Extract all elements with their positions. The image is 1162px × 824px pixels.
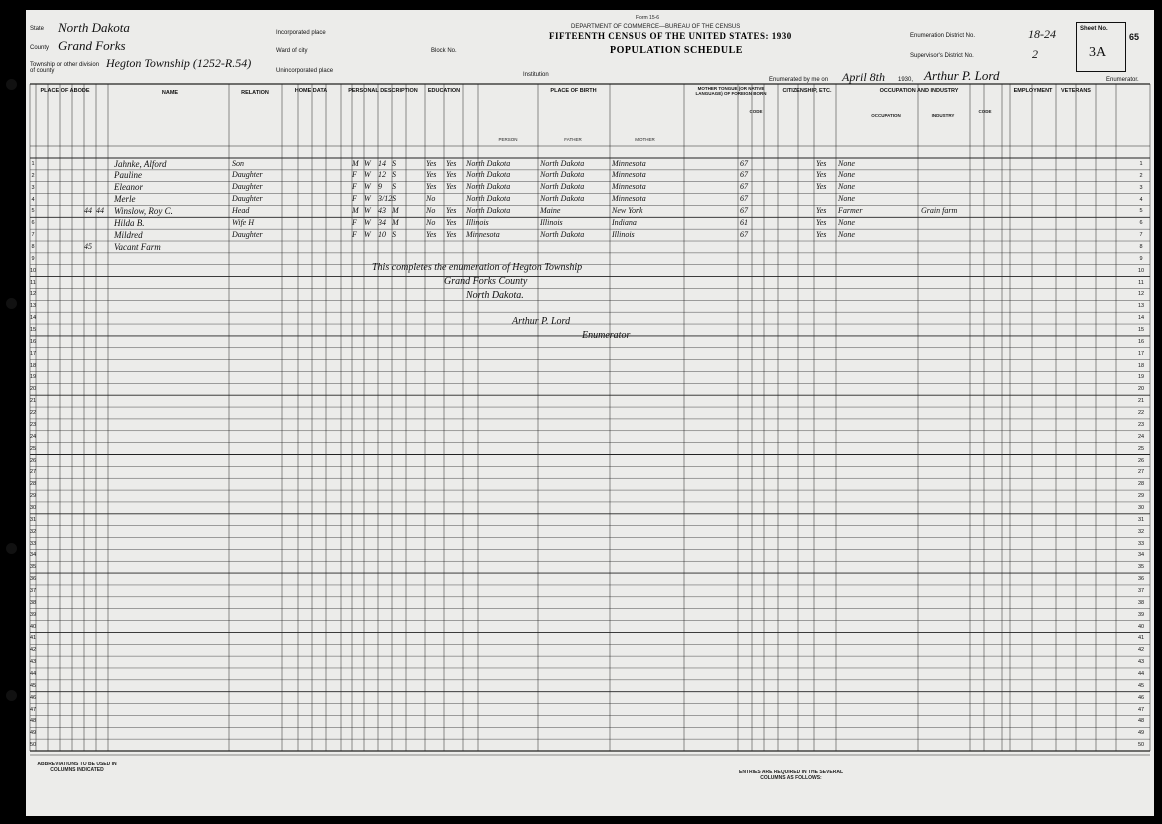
marital-cell: M bbox=[392, 217, 399, 227]
row-number: 3 bbox=[31, 184, 35, 191]
row-number: 12 bbox=[30, 291, 37, 298]
county-value: Grand Forks bbox=[58, 38, 126, 53]
row-number: 32 bbox=[1137, 528, 1145, 535]
row-number: 29 bbox=[1137, 493, 1145, 500]
school-cell: Yes bbox=[426, 182, 437, 192]
row-number: 26 bbox=[30, 457, 37, 464]
row-number: 38 bbox=[30, 599, 37, 606]
row-number: 5 bbox=[31, 208, 35, 215]
row-number: 15 bbox=[30, 327, 37, 334]
age-cell: 12 bbox=[378, 170, 386, 180]
read-cell: Yes bbox=[446, 229, 457, 239]
row-number: 41 bbox=[1137, 635, 1145, 642]
row-number: 30 bbox=[30, 504, 37, 511]
subhead-mother: MOTHER bbox=[635, 138, 655, 142]
row-number: 16 bbox=[1137, 338, 1145, 345]
enum-district-label: Enumeration District No. bbox=[910, 33, 976, 39]
father-birthplace-cell: Maine bbox=[540, 205, 561, 215]
township-value: Hegton Township (1252-R.54) bbox=[106, 56, 252, 70]
relation-cell: Daughter bbox=[232, 182, 263, 192]
school-cell: Yes bbox=[426, 170, 437, 180]
row-number: 19 bbox=[1137, 374, 1145, 381]
row-number: 5 bbox=[1139, 208, 1143, 215]
occupation-cell: None bbox=[838, 170, 855, 180]
row-number: 2 bbox=[31, 172, 35, 179]
industry-cell: Grain farm bbox=[921, 205, 958, 215]
person-birthplace-cell: North Dakota bbox=[466, 182, 511, 192]
name-cell: Pauline bbox=[114, 170, 142, 181]
department: DEPARTMENT OF COMMERCE—BUREAU OF THE CENSUS bbox=[571, 24, 741, 30]
marital-cell: S bbox=[392, 182, 396, 192]
row-number: 7 bbox=[31, 232, 35, 239]
read-cell: Yes bbox=[446, 158, 457, 168]
father-birthplace-cell: North Dakota bbox=[540, 170, 585, 180]
punch-hole bbox=[6, 298, 17, 309]
english-cell: Yes bbox=[816, 158, 827, 168]
row-number: 21 bbox=[30, 398, 37, 405]
form-number: Form 15-6 bbox=[636, 15, 660, 21]
row-number: 31 bbox=[30, 516, 37, 523]
mother-birthplace-cell: New York bbox=[612, 205, 643, 215]
occupation-cell: None bbox=[838, 217, 855, 227]
row-number: 33 bbox=[30, 540, 37, 547]
subhead-code: CODE bbox=[978, 110, 992, 114]
row-number: 17 bbox=[1137, 350, 1145, 357]
tongue-code-cell: 61 bbox=[740, 217, 748, 227]
row-number: 26 bbox=[1137, 457, 1145, 464]
group-tongue: MOTHER TONGUE (OR NATIVE LANGUAGE) OF FOREIGN BORN bbox=[695, 86, 767, 96]
marital-cell: M bbox=[392, 205, 399, 215]
row-number: 30 bbox=[1137, 504, 1145, 511]
relation-cell: Daughter bbox=[232, 229, 263, 239]
mother-birthplace-cell: Indiana bbox=[612, 217, 637, 227]
row-number: 27 bbox=[30, 469, 37, 476]
row-number: 44 bbox=[30, 670, 37, 677]
enumerated-label: Enumerated by me on bbox=[769, 77, 829, 83]
group-abode: PLACE OF ABODE bbox=[40, 88, 90, 94]
race-cell: W bbox=[364, 194, 371, 204]
race-cell: W bbox=[364, 229, 371, 239]
corner-number: 65 bbox=[1129, 32, 1140, 42]
father-birthplace-cell: Illinois bbox=[540, 217, 563, 227]
row-number: 48 bbox=[30, 718, 37, 725]
row-number: 14 bbox=[1137, 315, 1145, 322]
row-number: 37 bbox=[1137, 587, 1145, 594]
row-number: 11 bbox=[1138, 279, 1144, 286]
enumerated-date: April 8th bbox=[842, 70, 886, 84]
relation-cell: Head bbox=[232, 205, 250, 215]
tongue-code-cell: 67 bbox=[740, 158, 748, 168]
mother-birthplace-cell: Illinois bbox=[612, 229, 635, 239]
mother-birthplace-cell: Minnesota bbox=[612, 182, 646, 192]
english-cell: Yes bbox=[816, 217, 827, 227]
row-number: 42 bbox=[30, 647, 37, 654]
school-cell: No bbox=[426, 205, 436, 215]
row-number: 24 bbox=[1137, 433, 1145, 440]
row-number: 23 bbox=[30, 421, 37, 428]
state-label: State bbox=[30, 26, 45, 32]
row-number: 41 bbox=[30, 635, 37, 642]
name-cell: Eleanor bbox=[114, 182, 143, 193]
occupation-cell: None bbox=[838, 194, 855, 204]
row-number: 40 bbox=[1137, 623, 1145, 630]
row-number: 34 bbox=[30, 552, 37, 559]
name-cell: Merle bbox=[114, 194, 136, 205]
row-number: 39 bbox=[1137, 611, 1145, 618]
row-number: 23 bbox=[1137, 421, 1145, 428]
row-number: 38 bbox=[1137, 599, 1145, 606]
row-number: 28 bbox=[30, 481, 37, 488]
row-number: 50 bbox=[1137, 742, 1145, 749]
sex-cell: M bbox=[352, 158, 359, 168]
row-number: 35 bbox=[30, 564, 37, 571]
school-cell: Yes bbox=[426, 229, 437, 239]
row-number: 22 bbox=[1137, 410, 1145, 417]
age-cell: 3/12 bbox=[378, 194, 393, 204]
row-number: 8 bbox=[1139, 244, 1143, 251]
cert-line-2: Grand Forks County bbox=[444, 276, 528, 287]
row-number: 36 bbox=[1137, 576, 1145, 583]
father-birthplace-cell: North Dakota bbox=[540, 182, 585, 192]
row-number: 31 bbox=[1137, 516, 1145, 523]
row-number: 43 bbox=[30, 659, 37, 666]
name-cell: Jahnke, Alford bbox=[114, 158, 167, 169]
marital-cell: S bbox=[392, 194, 396, 204]
punch-hole bbox=[6, 690, 17, 701]
row-number: 6 bbox=[31, 220, 35, 227]
english-cell: Yes bbox=[816, 170, 827, 180]
father-birthplace-cell: North Dakota bbox=[540, 158, 585, 168]
tongue-code-cell: 67 bbox=[740, 205, 748, 215]
occupation-cell: None bbox=[838, 182, 855, 192]
race-cell: W bbox=[364, 158, 371, 168]
table-grid bbox=[26, 10, 1154, 816]
dwelling-cell: 44 bbox=[84, 205, 92, 215]
tongue-code-cell: 67 bbox=[740, 182, 748, 192]
group-employment: EMPLOYMENT bbox=[1013, 88, 1053, 94]
row-number: 33 bbox=[1137, 540, 1145, 547]
relation-cell: Wife H bbox=[232, 217, 254, 227]
marital-cell: S bbox=[392, 170, 396, 180]
row-number: 19 bbox=[30, 374, 37, 381]
punch-hole bbox=[6, 543, 17, 554]
subhead-industry: INDUSTRY bbox=[931, 114, 955, 118]
row-number: 3 bbox=[1139, 184, 1143, 191]
row-number: 15 bbox=[1137, 327, 1145, 334]
state-value: North Dakota bbox=[58, 20, 130, 35]
row-number: 29 bbox=[30, 493, 37, 500]
name-cell: Vacant Farm bbox=[114, 241, 161, 252]
row-number: 1 bbox=[31, 161, 35, 167]
read-cell: Yes bbox=[446, 205, 457, 215]
schedule-title: POPULATION SCHEDULE bbox=[610, 45, 743, 56]
tongue-code-cell: 67 bbox=[740, 170, 748, 180]
occupation-cell: Farmer bbox=[838, 205, 863, 215]
group-home: HOME DATA bbox=[294, 88, 328, 94]
row-number: 17 bbox=[30, 350, 37, 357]
age-cell: 10 bbox=[378, 229, 386, 239]
sex-cell: F bbox=[352, 182, 357, 192]
english-cell: Yes bbox=[816, 229, 827, 239]
supervisor-label: Supervisor's District No. bbox=[910, 53, 974, 59]
row-number: 12 bbox=[1137, 291, 1145, 298]
row-number: 45 bbox=[30, 682, 37, 689]
school-cell: No bbox=[426, 194, 436, 204]
row-number: 48 bbox=[1137, 718, 1145, 725]
name-cell: Hilda B. bbox=[114, 217, 145, 228]
sex-cell: F bbox=[352, 229, 357, 239]
cert-signature: Arthur P. Lord bbox=[512, 316, 571, 327]
marital-cell: S bbox=[392, 229, 396, 239]
marital-cell: S bbox=[392, 158, 396, 168]
dwelling-cell: 45 bbox=[84, 241, 92, 251]
row-number: 18 bbox=[1137, 362, 1145, 369]
read-cell: Yes bbox=[446, 217, 457, 227]
row-number: 1 bbox=[1139, 161, 1143, 167]
row-number: 47 bbox=[1137, 706, 1145, 713]
row-number: 49 bbox=[1137, 730, 1145, 737]
relation-cell: Daughter bbox=[232, 170, 263, 180]
read-cell: Yes bbox=[446, 170, 457, 180]
row-number: 13 bbox=[30, 303, 37, 310]
row-number: 43 bbox=[1137, 659, 1145, 666]
occupation-cell: None bbox=[838, 229, 855, 239]
row-number: 7 bbox=[1139, 232, 1143, 239]
group-veterans: VETERANS bbox=[1061, 88, 1091, 94]
row-number: 18 bbox=[30, 362, 37, 369]
relation-cell: Daughter bbox=[232, 194, 263, 204]
cert-line-1: This completes the enumeration of Hegton Township bbox=[372, 262, 583, 273]
race-cell: W bbox=[364, 170, 371, 180]
enumerator-name: Arthur P. Lord bbox=[924, 68, 1000, 83]
row-number: 47 bbox=[30, 706, 37, 713]
incorporated-label: Incorporated place bbox=[276, 30, 326, 36]
row-number: 25 bbox=[30, 445, 37, 452]
sex-cell: F bbox=[352, 194, 357, 204]
mother-birthplace-cell: Minnesota bbox=[612, 194, 646, 204]
mother-birthplace-cell: Minnesota bbox=[612, 170, 646, 180]
group-personal: PERSONAL DESCRIPTION bbox=[348, 88, 418, 94]
row-number: 46 bbox=[30, 694, 37, 701]
row-number: 4 bbox=[1139, 196, 1143, 203]
age-cell: 34 bbox=[378, 217, 386, 227]
age-cell: 9 bbox=[378, 182, 382, 192]
father-birthplace-cell: North Dakota bbox=[540, 229, 585, 239]
row-number: 49 bbox=[30, 730, 37, 737]
census-sheet bbox=[26, 10, 1154, 816]
row-number: 9 bbox=[1139, 255, 1143, 262]
tongue-code-cell: 67 bbox=[740, 194, 748, 204]
footer-abbrev: ABBREVIATIONS TO BE USED IN COLUMNS INDICATED bbox=[37, 762, 117, 773]
row-number: 20 bbox=[1137, 386, 1145, 393]
punch-hole bbox=[6, 79, 17, 90]
row-number: 8 bbox=[31, 244, 35, 251]
row-number: 10 bbox=[30, 267, 37, 274]
supervisor-value: 2 bbox=[1032, 47, 1038, 61]
mother-birthplace-cell: Minnesota bbox=[612, 158, 646, 168]
row-number: 13 bbox=[1137, 303, 1145, 310]
subhead-father: FATHER bbox=[564, 138, 582, 142]
row-number: 20 bbox=[30, 386, 37, 393]
ward-label: Ward of city bbox=[276, 48, 308, 54]
cert-line-3: North Dakota. bbox=[466, 290, 524, 301]
age-cell: 14 bbox=[378, 158, 386, 168]
person-birthplace-cell: Minnesota bbox=[466, 229, 500, 239]
row-number: 27 bbox=[1137, 469, 1145, 476]
county-label: County bbox=[30, 45, 50, 51]
footer-entries: ENTRIES ARE REQUIRED IN THE SEVERAL COLUMNS AS FOLLOWS: bbox=[739, 770, 843, 781]
school-cell: Yes bbox=[426, 158, 437, 168]
row-number: 32 bbox=[30, 528, 37, 535]
read-cell: Yes bbox=[446, 182, 457, 192]
subhead-tongue-code: CODE bbox=[749, 110, 763, 114]
father-birthplace-cell: North Dakota bbox=[540, 194, 585, 204]
row-number: 16 bbox=[30, 338, 37, 345]
relation-cell: Son bbox=[232, 158, 244, 168]
row-number: 21 bbox=[1137, 398, 1145, 405]
row-number: 10 bbox=[1137, 267, 1145, 274]
row-number: 45 bbox=[1137, 682, 1145, 689]
row-number: 46 bbox=[1137, 694, 1145, 701]
group-relation: RELATION bbox=[241, 90, 269, 96]
subhead-occupation: OCCUPATION bbox=[871, 114, 901, 118]
row-number: 24 bbox=[30, 433, 37, 440]
sheet-label: Sheet No. bbox=[1080, 26, 1108, 32]
row-number: 50 bbox=[30, 742, 37, 749]
enumerator-label: Enumerator. bbox=[1106, 77, 1139, 83]
row-number: 14 bbox=[30, 315, 37, 322]
cert-title: Enumerator bbox=[582, 330, 631, 341]
block-label: Block No. bbox=[431, 48, 457, 54]
row-number: 39 bbox=[30, 611, 37, 618]
sex-cell: M bbox=[352, 205, 359, 215]
family-cell: 44 bbox=[96, 205, 104, 215]
row-number: 28 bbox=[1137, 481, 1145, 488]
row-number: 37 bbox=[30, 587, 37, 594]
occupation-cell: None bbox=[838, 158, 855, 168]
group-education: EDUCATION bbox=[427, 88, 461, 94]
person-birthplace-cell: Illinois bbox=[466, 217, 489, 227]
tongue-code-cell: 67 bbox=[740, 229, 748, 239]
person-birthplace-cell: North Dakota bbox=[466, 158, 511, 168]
group-birth: PLACE OF BIRTH bbox=[550, 88, 597, 94]
name-cell: Mildred bbox=[114, 229, 143, 240]
subhead-person: PERSON bbox=[498, 138, 518, 142]
row-number: 40 bbox=[30, 623, 37, 630]
township-label: Township or other division of county bbox=[30, 62, 100, 74]
group-occupation: OCCUPATION AND INDUSTRY bbox=[879, 88, 959, 94]
row-number: 25 bbox=[1137, 445, 1145, 452]
row-number: 35 bbox=[1137, 564, 1145, 571]
person-birthplace-cell: North Dakota bbox=[466, 170, 511, 180]
school-cell: No bbox=[426, 217, 436, 227]
sheet-value: 3A bbox=[1089, 45, 1107, 60]
group-citizenship: CITIZENSHIP, ETC. bbox=[782, 88, 832, 94]
race-cell: W bbox=[364, 205, 371, 215]
row-number: 6 bbox=[1139, 220, 1143, 227]
unincorporated-label: Unincorporated place bbox=[276, 68, 334, 74]
sex-cell: F bbox=[352, 217, 357, 227]
row-number: 4 bbox=[31, 196, 35, 203]
row-number: 2 bbox=[1139, 172, 1143, 179]
row-number: 42 bbox=[1137, 647, 1145, 654]
sex-cell: F bbox=[352, 170, 357, 180]
enumerated-year: 1930, bbox=[898, 77, 914, 83]
name-cell: Winslow, Roy C. bbox=[114, 205, 173, 216]
institution-label: Institution bbox=[523, 72, 549, 78]
row-number: 22 bbox=[30, 410, 37, 417]
row-number: 34 bbox=[1137, 552, 1145, 559]
group-name: NAME bbox=[161, 90, 179, 96]
enum-district-value: 18-24 bbox=[1028, 27, 1056, 41]
age-cell: 43 bbox=[378, 205, 386, 215]
row-number: 9 bbox=[31, 255, 35, 262]
row-number: 11 bbox=[30, 279, 36, 286]
census-title: FIFTEENTH CENSUS OF THE UNITED STATES: 1930 bbox=[549, 31, 792, 41]
row-number: 36 bbox=[30, 576, 37, 583]
person-birthplace-cell: North Dakota bbox=[466, 194, 511, 204]
race-cell: W bbox=[364, 182, 371, 192]
english-cell: Yes bbox=[816, 205, 827, 215]
race-cell: W bbox=[364, 217, 371, 227]
english-cell: Yes bbox=[816, 182, 827, 192]
person-birthplace-cell: North Dakota bbox=[466, 205, 511, 215]
row-number: 44 bbox=[1137, 670, 1145, 677]
